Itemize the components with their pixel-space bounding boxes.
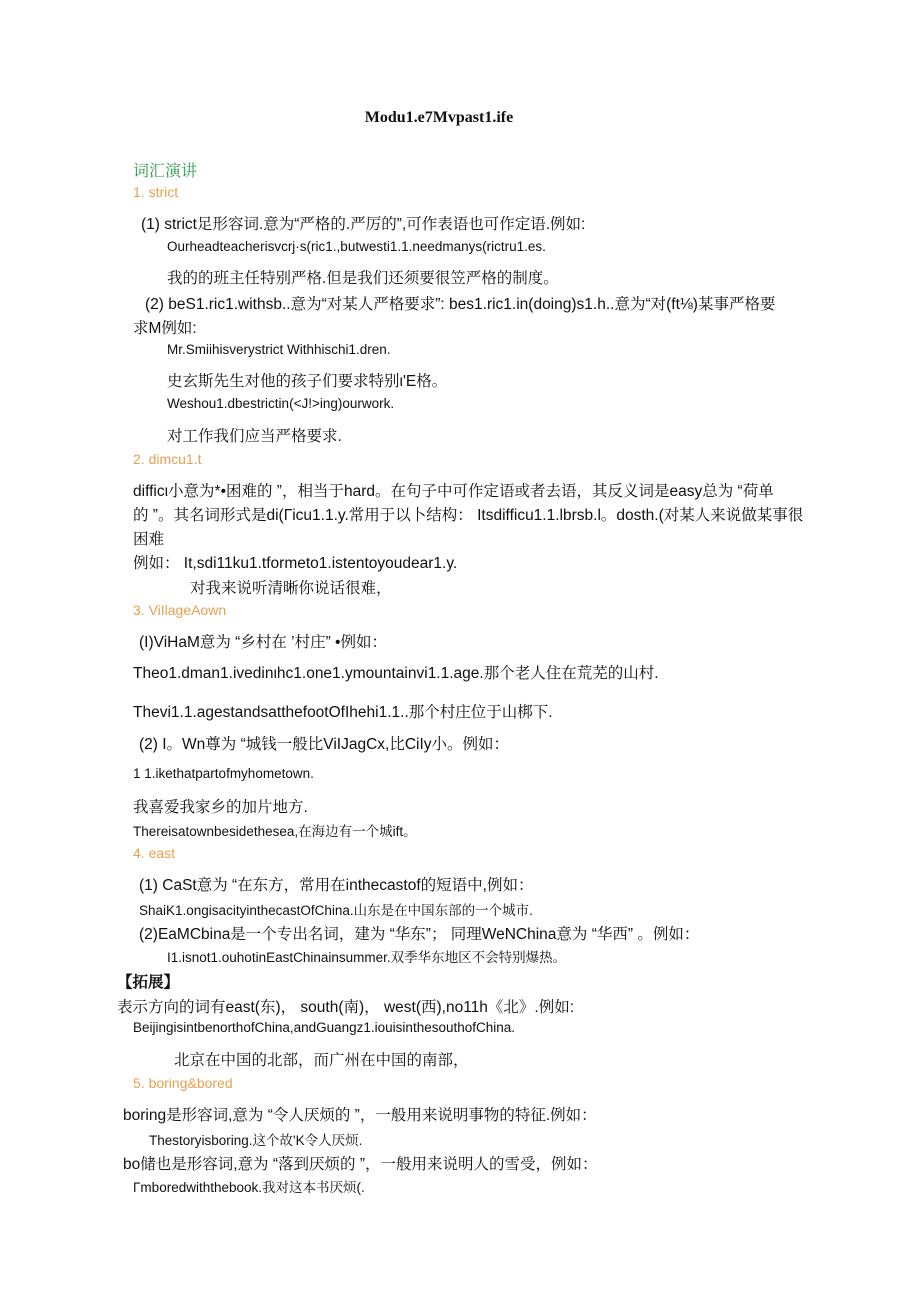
item-5-line: Γmboredwiththebook.我对这本书厌烦(. xyxy=(133,1180,365,1195)
item-3-line: (2) I。Wn尊为 “城钱一般比ViIJagCx,比CiIy小。例如： xyxy=(139,736,510,753)
extension-line: BeijingisintbenorthofChina,andGuangz1.iouisinthesouthofChina. xyxy=(133,1020,516,1035)
item-1-line: Mr.Smiihisverystrict Withhischi1.dren. xyxy=(167,342,391,357)
item-3-line: Theo1.dman1.ivedinιhc1.one1.ymountainvi1.1.age.那个老人住在荒芜的山村. xyxy=(133,665,659,682)
item-3-line: 1 1.ikethatpartofmyhometown. xyxy=(133,766,314,781)
item-3-line: Thevi1.1.agestandsatthefootOfIhehi1.1..那个村庄位于山梆下. xyxy=(133,704,553,721)
item-3-line: 我喜爱我家乡的加片地方. xyxy=(133,799,308,816)
item-2-number: 2. dimcu1.t xyxy=(133,451,202,467)
item-2-line: 的 ”。其名词形式是di(Γicu1.1.y.常用于以卜结构： Itsdifficu1.1.lbrsb.l。dosth.(对某人来说做某事很 xyxy=(133,507,804,524)
item-5-line: bo储也是形容词,意为 “落到厌烦的 ”，一般用来说明人的雪受，例如： xyxy=(123,1156,598,1173)
item-4-line: I1.isnot1.ouhotinEastChinainsummer.双季华东地区不会特别爆热。 xyxy=(167,950,567,965)
item-3-line: (I)ViHaM意为 “乡村在 ’村庄” •例如： xyxy=(139,634,387,651)
item-1-line: 对工作我们应当严格要求. xyxy=(167,428,342,445)
item-3-line: Thereisatownbesidethesea,在海边有一个城ift。 xyxy=(133,824,417,839)
item-4-line: ShaiK1.ongisacityinthecastOfChina.山东是在中国东部的一个城市. xyxy=(139,903,533,918)
item-1-line: Weshou1.dbestrictin(<J!>ing)ourwork. xyxy=(167,396,395,411)
extension-line: 北京在中国的北部，而广州在中国的南部， xyxy=(174,1052,469,1069)
item-4-number: 4. east xyxy=(133,845,176,861)
item-5-line: Thestoryisboring.这个故'K令人厌烦. xyxy=(149,1133,363,1148)
item-1-line: Ourheadteacherisvcrj·s(ric1.,butwesti1.1.needmanys(rictru1.es. xyxy=(167,239,546,254)
item-5-line: boring是形容词,意为 “令人厌烦的 ”，一般用来说明事物的特征.例如： xyxy=(123,1107,597,1124)
item-2-line: 例如： It,sdi11ku1.tformeto1.istentoyoudear1.y. xyxy=(133,555,458,572)
item-1-line: 求M例如: xyxy=(133,320,197,337)
document-title: Modu1.e7Mvpast1.ife xyxy=(364,109,514,126)
section-heading: 词汇演讲 xyxy=(133,163,198,180)
item-2-line: difficι小意为*•困难的 ”，相当于hard。在句子中可作定语或者去语，其反义词是easy总为 “荷单 xyxy=(133,483,774,500)
item-4-line: (1) CaSt意为 “在东方，常用在inthecastof的短语中,例如： xyxy=(139,877,534,894)
item-1-line: 史玄斯先生对他的孩子们要求特别ι'E格。 xyxy=(167,373,448,390)
item-3-number: 3. ViIlageAown xyxy=(133,602,227,618)
item-2-line: 对我来说听清晰你说话很难， xyxy=(190,580,392,597)
extension-line: 表示方向的词有east(东)， south(南)， west(西),no11h《北》.例如: xyxy=(117,999,575,1016)
item-1-line: 我的的班主任特别严格.但是我们还须要很笠严格的制度。 xyxy=(167,270,559,287)
item-1-number: 1. strict xyxy=(133,184,179,200)
item-2-line: 困难 xyxy=(133,531,165,548)
item-5-number: 5. boring&bored xyxy=(133,1075,233,1091)
item-4-line: (2)EaMCbina是一个专出名词，建为 “华东”； 同理WeNChina意为 “华西” 。例如： xyxy=(139,926,700,943)
item-1-line: (2) beS1.ric1.withsb..意为“对某人严格要求”: bes1.ric1.in(doing)s1.h..意为“对(ft⅛)某事严格要 xyxy=(145,296,776,313)
extension-heading: 【拓展】 xyxy=(117,974,180,991)
item-1-line: (1) strict足形容词.意为“严格的.严厉的”,可作表语也可作定语.例如: xyxy=(141,216,586,233)
